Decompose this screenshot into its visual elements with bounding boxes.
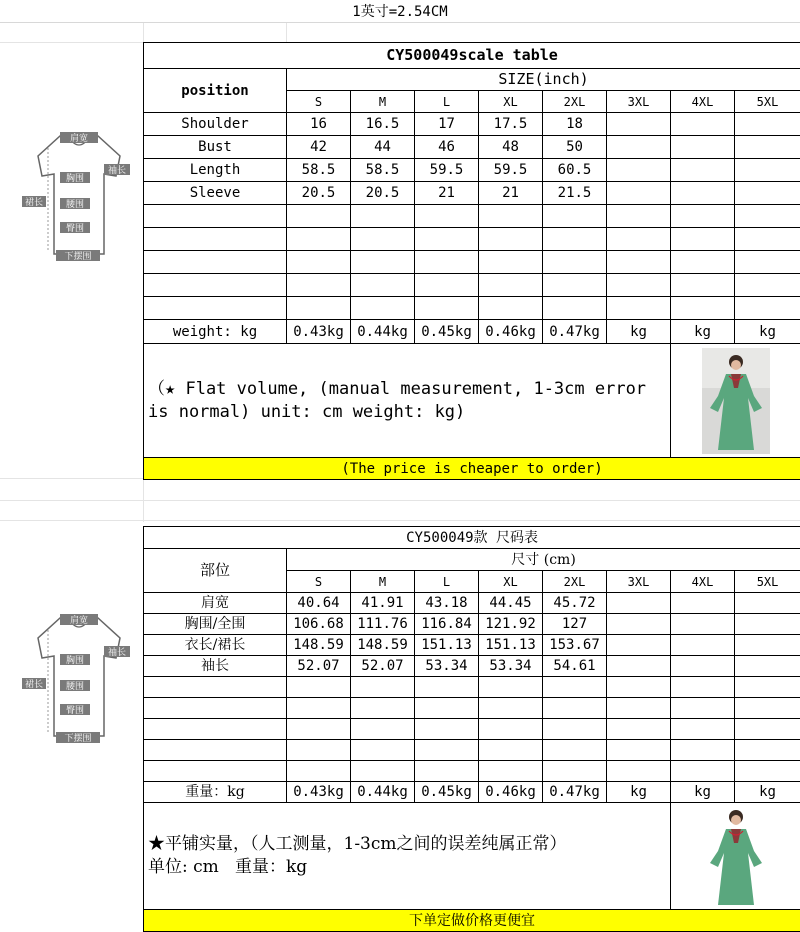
cell: 151.13: [479, 635, 543, 656]
cell: 41.91: [351, 593, 415, 614]
empty-row: [144, 761, 800, 782]
bust-label: 胸围: [66, 173, 84, 184]
length-label: 裙长: [25, 197, 43, 208]
note-line-1: ★平铺实量，（人工测量，1-3cm之间的误差纯属正常）: [148, 833, 670, 856]
table-row: [144, 656, 800, 677]
row-label: 袖长: [144, 656, 287, 677]
weight-cell: kg: [671, 320, 735, 344]
cell: 46: [415, 136, 479, 159]
weight-cell: 0.43kg: [287, 782, 351, 803]
sheet-gridline: [286, 22, 287, 42]
cell: 52.07: [287, 656, 351, 677]
empty-row: [144, 740, 800, 761]
empty-row: [144, 698, 800, 719]
cell: 60.5: [543, 159, 607, 182]
cell: 58.5: [287, 159, 351, 182]
row-label: Sleeve: [144, 182, 287, 205]
row-label: 胸围/全围: [144, 614, 287, 635]
cell: [671, 113, 735, 136]
table-row: [144, 159, 800, 182]
hip-label: 臀围: [66, 223, 84, 234]
cell: 151.13: [415, 635, 479, 656]
size-header: M: [351, 91, 415, 113]
cell: 18: [543, 113, 607, 136]
cell: 44.45: [479, 593, 543, 614]
size-table-cn: [143, 526, 800, 932]
weight-cell: kg: [735, 320, 800, 344]
table-title: CY500049scale table: [144, 43, 800, 69]
product-photo-cell: [671, 344, 800, 458]
size-header: S: [287, 91, 351, 113]
cell: [607, 113, 671, 136]
length-label: 裙长: [25, 679, 43, 690]
cell: 17.5: [479, 113, 543, 136]
cell: 42: [287, 136, 351, 159]
sheet-gridline: [143, 22, 144, 42]
cell: [671, 159, 735, 182]
sheet-gridline: [143, 478, 144, 522]
cell: 43.18: [415, 593, 479, 614]
cell: [607, 593, 671, 614]
cell: [607, 656, 671, 677]
order-price-banner: 下单定做价格更便宜: [144, 910, 800, 932]
cell: [671, 182, 735, 205]
cell: 53.34: [479, 656, 543, 677]
size-header: L: [415, 571, 479, 593]
position-header: position: [144, 69, 287, 113]
size-header: 3XL: [607, 571, 671, 593]
weight-cell: 0.45kg: [415, 782, 479, 803]
cell: 21: [479, 182, 543, 205]
conversion-note: 1英寸=2.54CM: [0, 0, 800, 23]
weight-label: weight: kg: [144, 320, 287, 344]
empty-row: [144, 228, 800, 251]
table-row: [144, 593, 800, 614]
waist-label: 腰围: [66, 199, 84, 210]
row-label: 肩宽: [144, 593, 287, 614]
cell: [735, 656, 800, 677]
size-header: L: [415, 91, 479, 113]
table-row: [144, 635, 800, 656]
cell: 44: [351, 136, 415, 159]
weight-cell: 0.43kg: [287, 320, 351, 344]
weight-cell: 0.46kg: [479, 782, 543, 803]
weight-label: 重量：kg: [144, 782, 287, 803]
size-header: 5XL: [735, 571, 800, 593]
table-row: [144, 182, 800, 205]
cell: [735, 635, 800, 656]
size-header: 5XL: [735, 91, 800, 113]
order-price-banner: (The price is cheaper to order): [144, 458, 800, 480]
weight-cell: 0.47kg: [543, 320, 607, 344]
cell: [735, 113, 800, 136]
cell: [735, 593, 800, 614]
size-header: XL: [479, 91, 543, 113]
cell: 17: [415, 113, 479, 136]
empty-row: [144, 274, 800, 297]
hip-label: 臀围: [66, 705, 84, 716]
cell: 116.84: [415, 614, 479, 635]
cell: [607, 182, 671, 205]
size-unit-header: SIZE(inch): [287, 69, 800, 91]
cell: [607, 159, 671, 182]
weight-cell: kg: [607, 782, 671, 803]
cell: 45.72: [543, 593, 607, 614]
sheet-gridline: [0, 500, 800, 501]
hem-label: 下摆围: [64, 250, 91, 262]
size-header: M: [351, 571, 415, 593]
cell: 21.5: [543, 182, 607, 205]
cell: 59.5: [415, 159, 479, 182]
weight-cell: 0.44kg: [351, 782, 415, 803]
cell: [671, 593, 735, 614]
cell: [671, 614, 735, 635]
cell: 111.76: [351, 614, 415, 635]
weight-cell: 0.44kg: [351, 320, 415, 344]
shoulder-label: 肩宽: [70, 614, 88, 626]
cell: [671, 136, 735, 159]
cell: 52.07: [351, 656, 415, 677]
weight-row: [144, 782, 800, 803]
cell: [607, 635, 671, 656]
cell: 20.5: [351, 182, 415, 205]
weight-cell: 0.46kg: [479, 320, 543, 344]
row-label: Shoulder: [144, 113, 287, 136]
table-title: CY500049款 尺码表: [144, 527, 800, 549]
cell: 53.34: [415, 656, 479, 677]
weight-row: [144, 320, 800, 344]
size-header: 2XL: [543, 571, 607, 593]
size-header: 3XL: [607, 91, 671, 113]
cell: [607, 614, 671, 635]
waist-label: 腰围: [66, 681, 84, 692]
size-header: 4XL: [671, 91, 735, 113]
measurement-note-cn: [144, 803, 671, 910]
row-label: Bust: [144, 136, 287, 159]
cell: 127: [543, 614, 607, 635]
cell: 50: [543, 136, 607, 159]
product-photo: [702, 803, 770, 909]
cell: 148.59: [287, 635, 351, 656]
product-photo: [702, 348, 770, 454]
shoulder-label: 肩宽: [70, 132, 88, 144]
cell: 16: [287, 113, 351, 136]
empty-row: [144, 719, 800, 740]
sleeve-label: 袖长: [108, 164, 126, 176]
cell: 21: [415, 182, 479, 205]
size-header: XL: [479, 571, 543, 593]
cell: 59.5: [479, 159, 543, 182]
cell: [735, 614, 800, 635]
cell: 148.59: [351, 635, 415, 656]
position-header: 部位: [144, 549, 287, 593]
empty-row: [144, 677, 800, 698]
cell: 54.61: [543, 656, 607, 677]
size-header: S: [287, 571, 351, 593]
cell: 121.92: [479, 614, 543, 635]
weight-cell: 0.45kg: [415, 320, 479, 344]
sleeve-label: 袖长: [108, 646, 126, 658]
cell: 48: [479, 136, 543, 159]
empty-row: [144, 205, 800, 228]
garment-diagram: [20, 610, 138, 750]
cell: 40.64: [287, 593, 351, 614]
empty-row: [144, 251, 800, 274]
cell: [607, 136, 671, 159]
empty-row: [144, 297, 800, 320]
weight-cell: 0.47kg: [543, 782, 607, 803]
cell: 20.5: [287, 182, 351, 205]
size-header: 2XL: [543, 91, 607, 113]
cell: 58.5: [351, 159, 415, 182]
cell: 153.67: [543, 635, 607, 656]
cell: [735, 136, 800, 159]
size-unit-header: 尺寸 (cm): [287, 549, 800, 571]
garment-diagram: [20, 128, 138, 268]
table-row: [144, 113, 800, 136]
bust-label: 胸围: [66, 655, 84, 666]
hem-label: 下摆围: [64, 732, 91, 744]
cell: 106.68: [287, 614, 351, 635]
weight-cell: kg: [671, 782, 735, 803]
cell: [735, 159, 800, 182]
table-row: [144, 136, 800, 159]
weight-cell: kg: [735, 782, 800, 803]
size-table-en: [143, 42, 800, 480]
sheet-gridline: [0, 520, 800, 521]
cell: 16.5: [351, 113, 415, 136]
row-label: 衣长/裙长: [144, 635, 287, 656]
product-photo-cell: [671, 803, 800, 910]
cell: [735, 182, 800, 205]
cell: [671, 635, 735, 656]
measurement-note: （★ Flat volume, (manual measurement, 1-3cm error is normal) unit: cm weight: kg): [144, 344, 671, 458]
cell: [671, 656, 735, 677]
size-header: 4XL: [671, 571, 735, 593]
weight-cell: kg: [607, 320, 671, 344]
note-line-2: 单位: cm 重量：kg: [148, 856, 670, 879]
table-row: [144, 614, 800, 635]
row-label: Length: [144, 159, 287, 182]
